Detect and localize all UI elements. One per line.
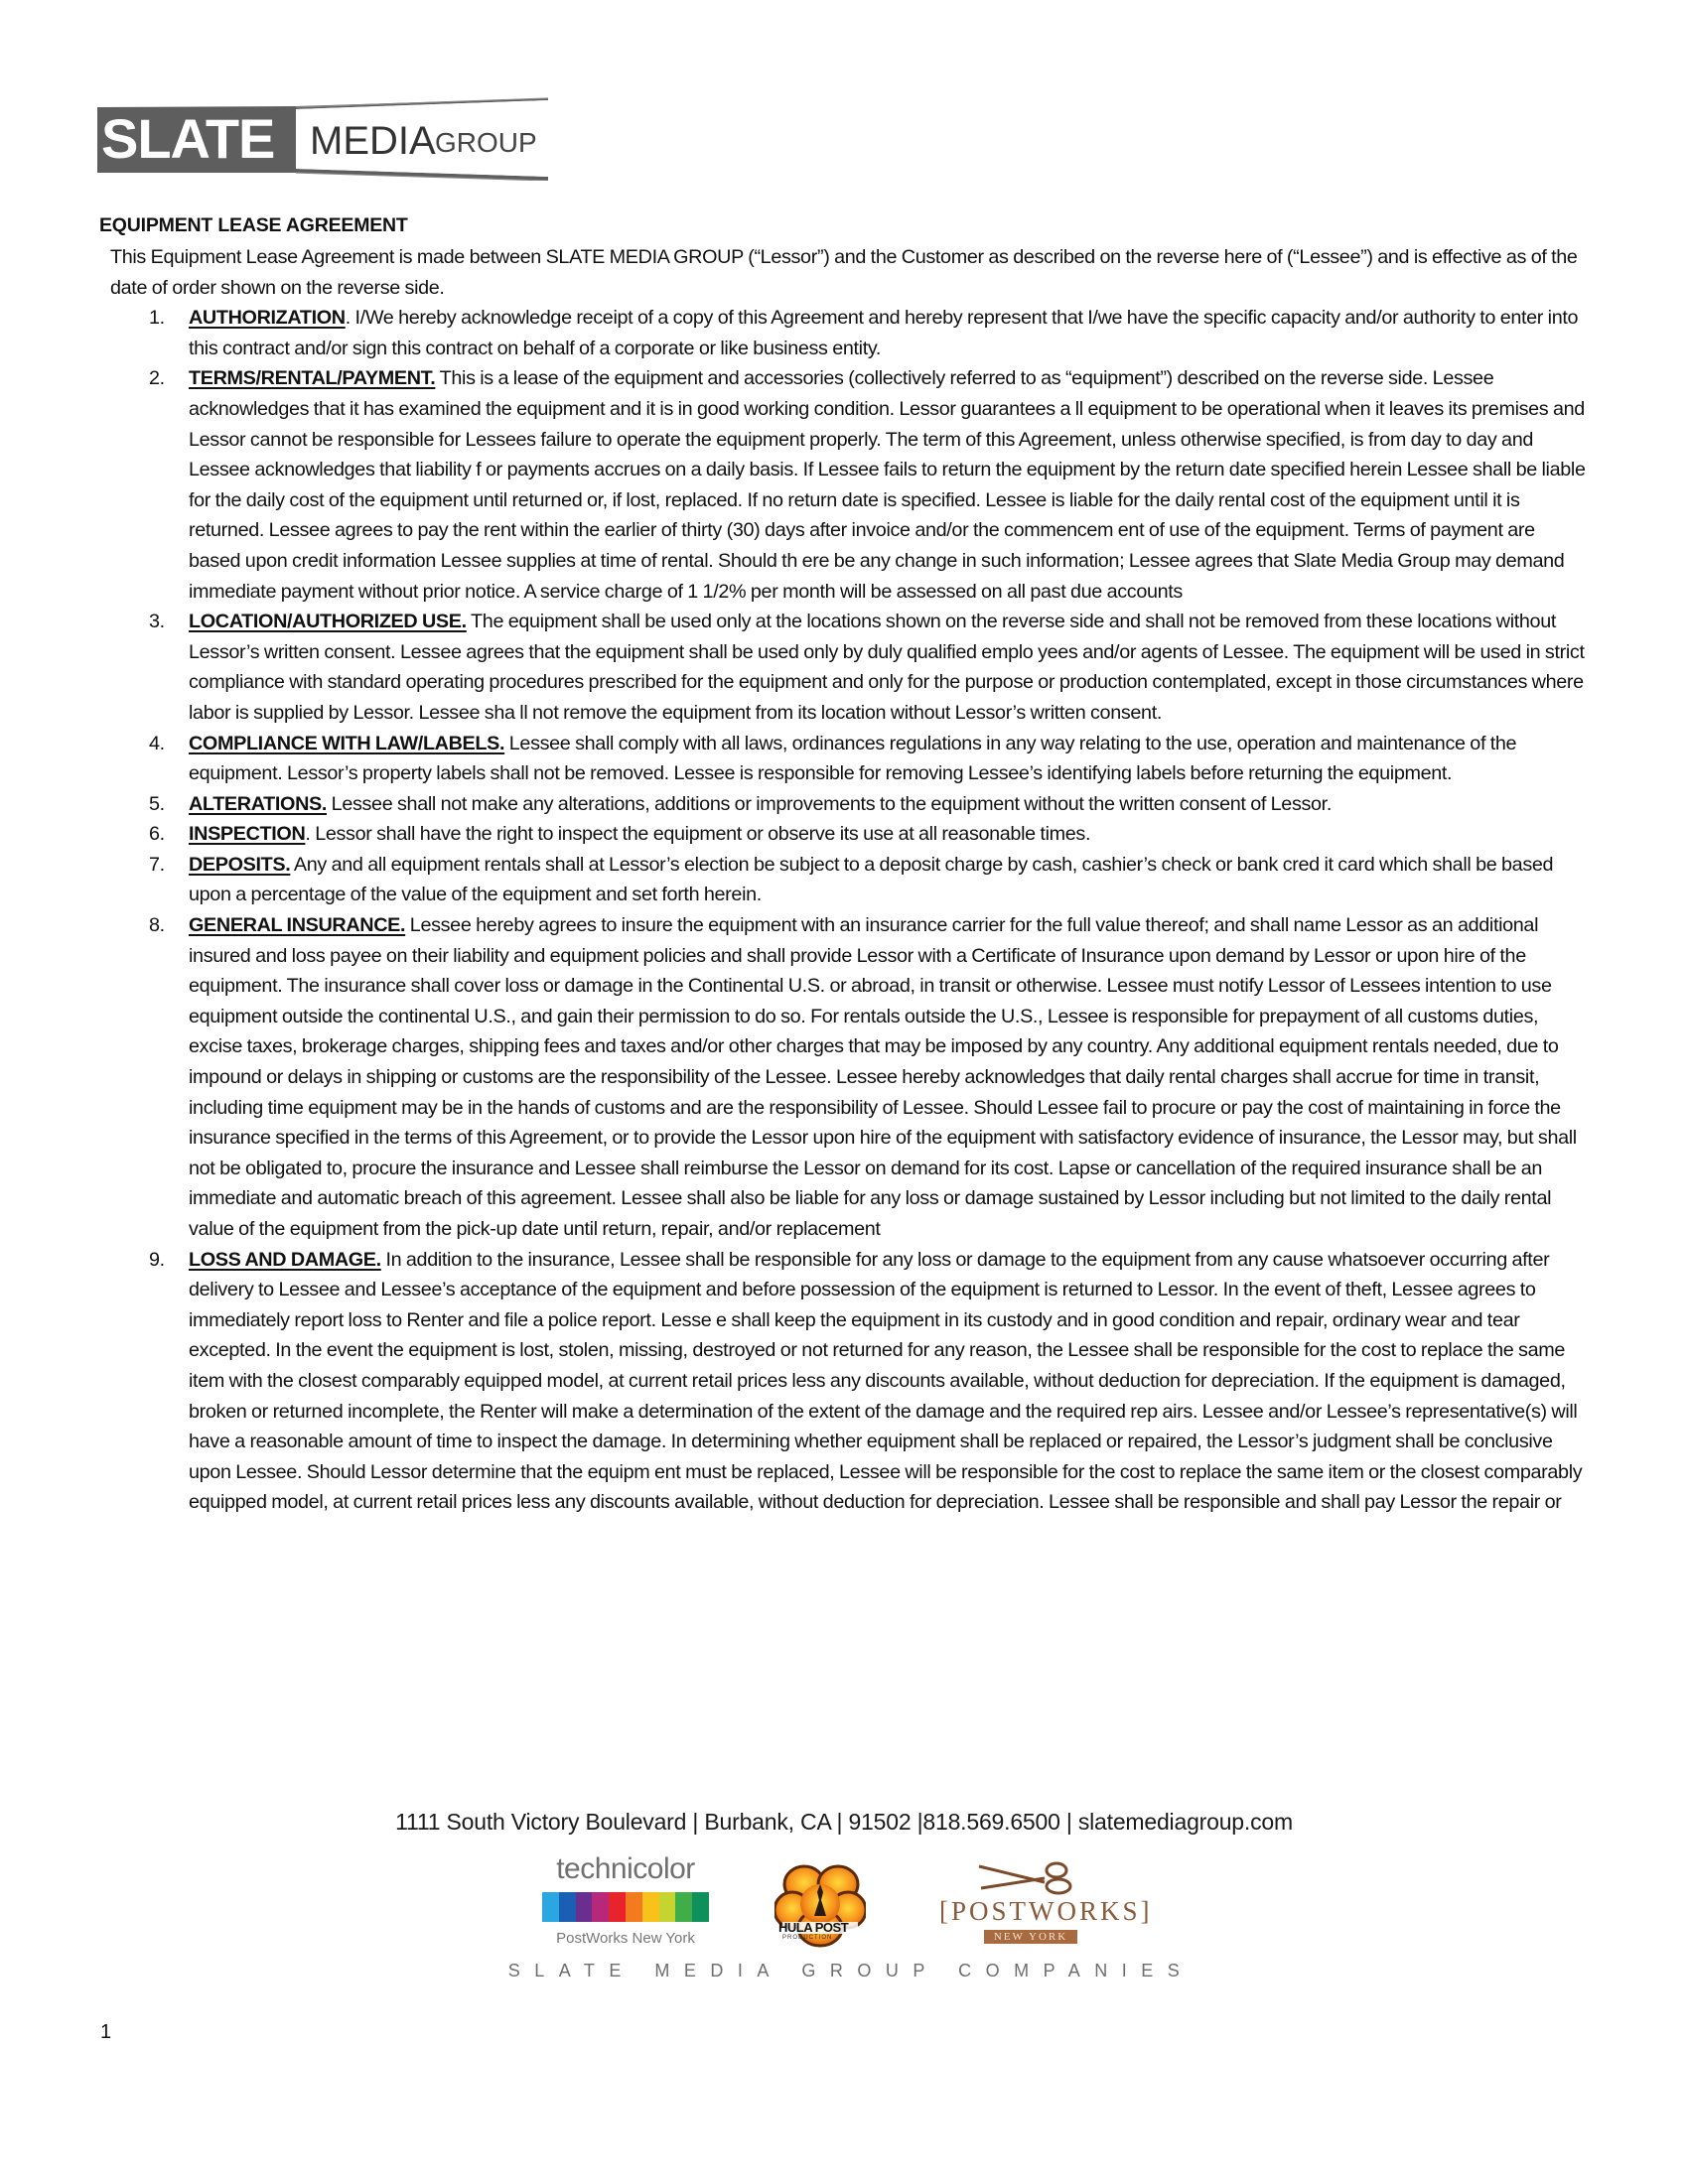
clause-authorization <box>99 303 1589 363</box>
clause-loss-and-damage <box>99 1245 1589 1518</box>
clause-heading-suffix: . <box>305 823 311 846</box>
postworks-subtitle: NEW YORK <box>984 1930 1077 1944</box>
technicolor-subtitle: PostWorks New York <box>556 1930 695 1947</box>
clause-heading: ALTERATIONS. <box>189 792 328 815</box>
clause-list <box>99 303 1589 1518</box>
clause-inspection <box>99 819 1589 850</box>
clause-text: The equipment shall be used only at the locations shown on the reverse side and shall not be removed from these locations without Lessor’s written consent. Lessee agrees that the equipment shall be used only by duly qualified emplo yees and/or agents of Lessee. The equipment will be used in strict compliance with standard operating procedures prescribed for the equipment and only for the purpose or production contemplated, except in those circumstances where labor is supplied by Lessor. Lessee sha ll not remove the equipment from its location without Lessor’s written consent. <box>189 611 1585 724</box>
clause-number: 6. <box>149 823 165 846</box>
postworks-wordmark: [POSTWORKS] <box>939 1896 1153 1926</box>
clause-number: 2. <box>149 367 165 390</box>
clause-text: In addition to the insurance, Lessee shall be responsible for any loss or damage to the equipment from any cause whatsoever occurring after delivery to Lessee and Lessee’s acceptance of the equipment and before possession of the equipment is returned to Lessor. In the event of theft, Lessee agrees to immediately report loss to Renter and file a police report. Lesse e shall keep the equipment in its custody and in good condition and repair, ordinary wear and tear excepted. In the event the equipment is lost, stolen, missing, destroyed or not returned for any reason, the Lessee shall be responsible for the cost to replace the same item with the closest comparably equipped model, at current retail prices less any discounts available, without deduction for depreciation. If the equipment is damaged, broken or returned incomplete, the Renter will make a determination of the extent of the damage and the required rep airs. Lessee and/or Lessee’s representative(s) will have a reasonable amount of time to inspect the damage. In determining whether equipment shall be replaced or repaired, the Lessor’s judgment shall be conclusive upon Lessee. Should Lessor determine that the equipm ent must be replaced, Lessee will be responsible for the cost to replace the same item or the closest comparably equipped model, at current retail prices less any discounts available, without deduction for depreciation. Lessee shall be responsible and shall pay Lessor the repair or <box>189 1248 1583 1514</box>
postworks-logo <box>939 1856 1153 1946</box>
clause-number: 4. <box>149 732 165 754</box>
technicolor-color-bars-icon <box>542 1892 709 1922</box>
clause-heading: LOSS AND DAMAGE. <box>189 1248 381 1271</box>
clause-text: Lessor shall have the right to inspect the equipment or observe its use at all reasonable times. <box>310 823 1091 846</box>
clause-text: I/We hereby acknowledge receipt of a copy of this Agreement and hereby represent that I/we have the specific capacity and/or authority to enter into this contract and/or sign this contract on behalf of a corporate or like business entity. <box>189 307 1579 359</box>
clause-heading: TERMS/RENTAL/PAYMENT. <box>189 367 436 390</box>
intro-paragraph: This Equipment Lease Agreement is made between SLATE MEDIA GROUP (“Lessor”) and the Customer as described on the reverse here of (“Lessee”) and is effective as of the date of order shown on the reverse side. <box>110 246 1578 299</box>
clause-location-authorized-use <box>99 607 1589 728</box>
clause-text: This is a lease of the equipment and accessories (collectively referred to as “equipment”) described on the reverse side. Lessee acknowledges that it has examined the equipment and it is in good working condition. Lessor guarantees a ll equipment to be operational when it leaves its premises and Lessor cannot be responsible for Lessees failure to operate the equipment properly. The term of this Agreement, unless otherwise specified, is from day to day and Lessee acknowledges that liability f or payments accrues on a daily basis. If Lessee fails to return the equipment by the return date specified herein Lessee shall be liable for the daily cost of the equipment until returned or, if lost, replaced. If no return date is specified. Lessee is liable for the daily rental cost of the equipment until it is returned. Lessee agrees to pay the rent within the earlier of thirty (30) days after invoice and/or the commencem ent of use of the equipment. Terms of payment are based upon credit information Lessee supplies at time of rental. Should th ere be any change in such information; Lessee agrees that Slate Media Group may demand immediate payment without prior notice. A service charge of 1 1/2% per month will be assessed on all past due accounts <box>189 367 1586 603</box>
clause-deposits <box>99 850 1589 910</box>
logo-slate-text: SLATE <box>101 107 275 170</box>
technicolor-logo <box>536 1854 715 1950</box>
technicolor-wordmark: technicolor <box>556 1852 695 1885</box>
clause-heading: DEPOSITS. <box>189 853 291 876</box>
clause-heading: INSPECTION <box>189 823 306 846</box>
clause-number: 1. <box>149 307 165 330</box>
footer-address: 1111 South Victory Boulevard | Burbank, CA | 91502 |818.569.6500 | slatemediagroup.com <box>395 1809 1293 1835</box>
clause-heading: LOCATION/AUTHORIZED USE. <box>189 611 467 633</box>
clause-text: Any and all equipment rentals shall at Lessor’s election be subject to a deposit charge by cash, cashier’s check or bank cred it card which shall be based upon a percentage of the value of the equipment and set forth herein. <box>189 853 1554 906</box>
scissors-icon <box>975 1856 1084 1896</box>
clause-number: 7. <box>149 853 165 876</box>
hula-post-wordmark: HULA POST <box>778 1920 849 1935</box>
clause-heading: COMPLIANCE WITH LAW/LABELS. <box>189 732 505 754</box>
clause-compliance <box>99 729 1589 789</box>
clause-general-insurance <box>99 910 1589 1245</box>
slate-media-group-logo <box>97 97 548 181</box>
hula-post-logo <box>774 1862 866 1950</box>
clause-number: 8. <box>149 914 165 937</box>
clause-text: Lessee hereby agrees to insure the equipment with an insurance carrier for the full value thereof; and shall name Lessor as an additional insured and loss payee on their liability and equipment policies and shall provide Lessor with a Certificate of Insurance upon demand by Lessor or upon hire of the equipment. The insurance shall cover loss or damage in the Continental U.S. or abroad, in transit or otherwise. Lessee must notify Lessor of Lessees intention to use equipment outside the continental U.S., and gain their permission to do so. For rentals outside the U.S., Lessee is responsible for prepayment of all customs duties, excise taxes, brokerage charges, shipping fees and taxes and/or other charges that may be imposed by any country. Any additional equipment rentals needed, due to impound or delays in shipping or customs are the responsibility of the Lessee. Lessee hereby acknowledges that daily rental charges shall accrue for time in transit, including time equipment may be in the hands of customs and are the responsibility of Lessee. Should Lessee fail to procure or pay the cost of maintaining in force the insurance specified in the terms of this Agreement, or to provide the Lessor upon hire of the equipment with satisfactory evidence of insurance, the Lessor may, but shall not be obligated to, procure the insurance and Lessee shall reimburse the Lessor on demand for its cost. Lapse or cancellation of the required insurance shall be an immediate and automatic breach of this agreement. Lessee shall also be liable for any loss or damage sustained by Lessor including but not limited to the daily rental value of the equipment from the pick-up date until return, repair, and/or replacement <box>189 914 1577 1240</box>
logo-group-text: GROUP <box>435 127 537 158</box>
clause-heading-suffix: . <box>345 307 351 330</box>
hula-post-subtitle: PRODUCTION <box>782 1935 833 1941</box>
page-number: 1 <box>100 2021 112 2043</box>
document-title: EQUIPMENT LEASE AGREEMENT <box>99 214 408 236</box>
clause-number: 9. <box>149 1248 165 1271</box>
clause-text: Lessee shall not make any alterations, additions or improvements to the equipment without the written consent of Lessor. <box>327 792 1332 815</box>
companies-tagline: SLATE MEDIA GROUP COMPANIES <box>507 1961 1195 1980</box>
agreement-body <box>99 242 1589 1518</box>
clause-terms-rental-payment <box>99 363 1589 607</box>
clause-number: 3. <box>149 611 165 633</box>
logo-media-text: MEDIA <box>310 119 436 163</box>
clause-heading: GENERAL INSURANCE. <box>189 914 406 937</box>
clause-text: Lessee shall comply with all laws, ordinances regulations in any way relating to the use, operation and maintenance of the equipment. Lessor’s property labels shall not be removed. Lessee is responsible for removing Lessee’s identifying labels before returning the equipment. <box>189 732 1517 785</box>
clause-heading: AUTHORIZATION <box>189 307 346 330</box>
clause-alterations <box>99 789 1589 820</box>
clause-number: 5. <box>149 792 165 815</box>
partner-logos <box>0 1854 1688 1950</box>
